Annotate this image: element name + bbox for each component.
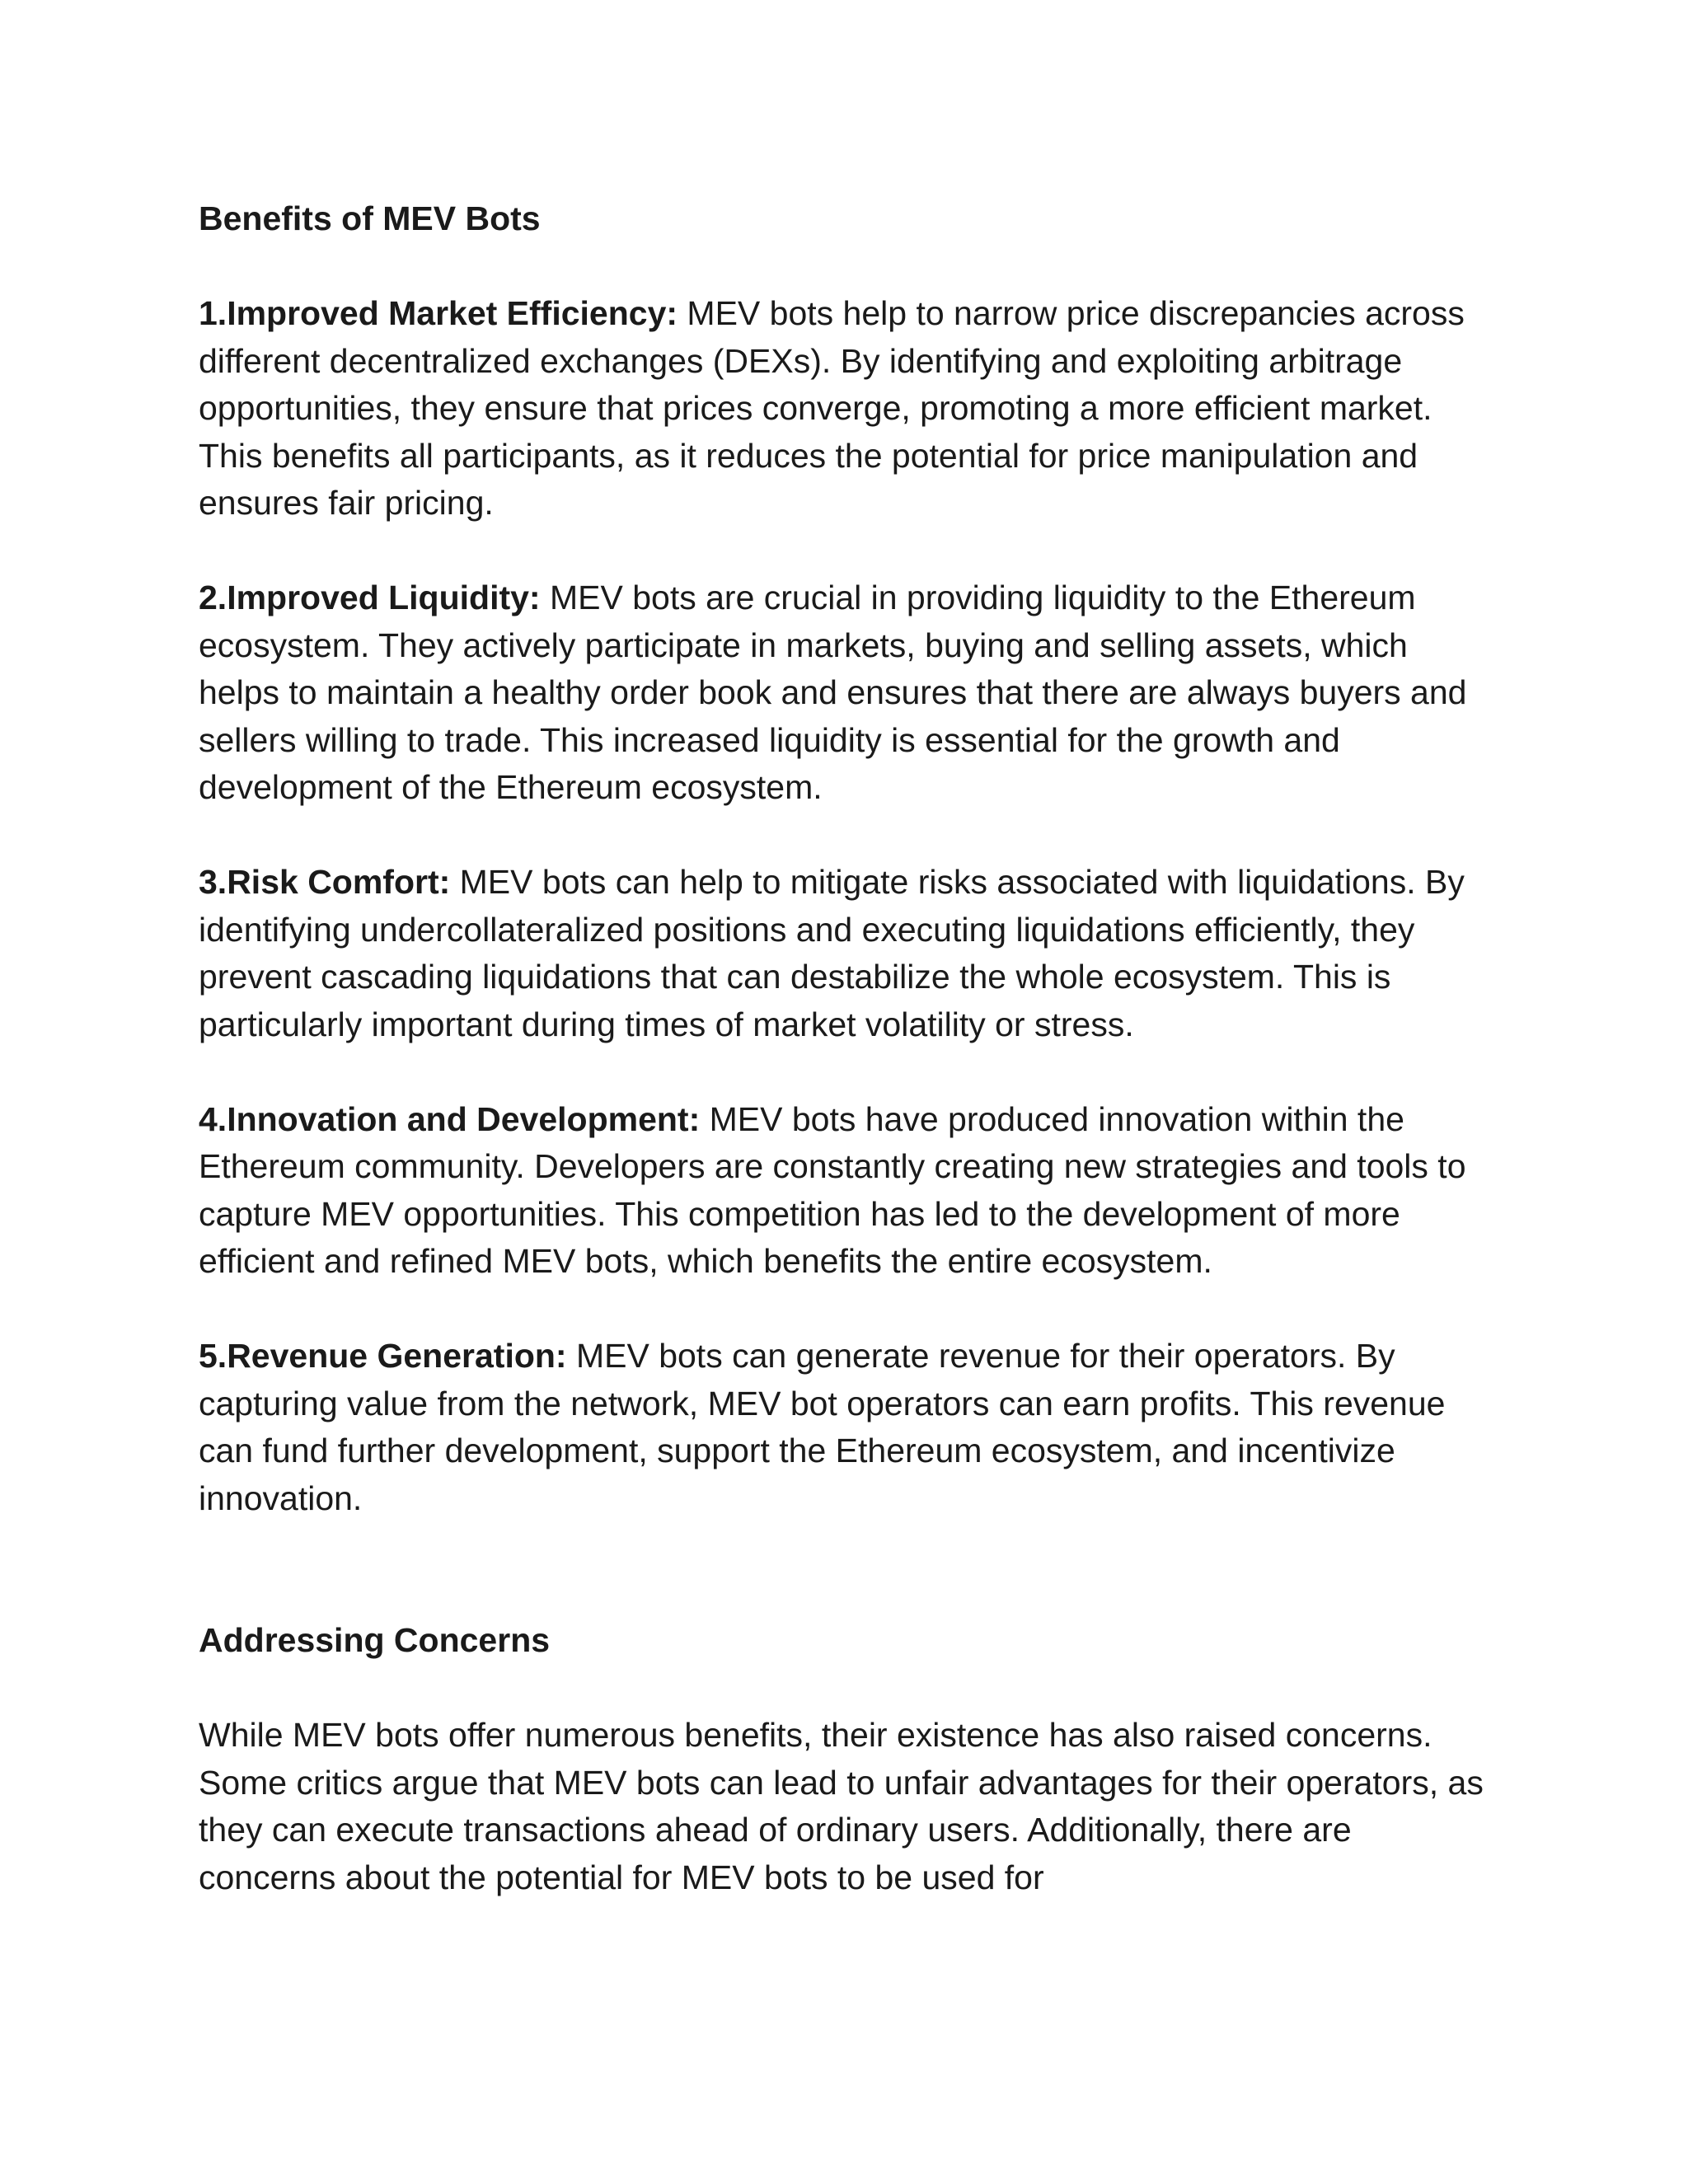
benefit-text-2: MEV bots are crucial in providing liquidity to the Ethereum ecosystem. They actively participate in markets, buying and selling assets, which helps to maintain a healthy order book and ensures that there are always buyers and sellers willing to trade. This increased liquidity is essential for the growth and development of the Ethereum ecosystem. — [199, 579, 1467, 806]
benefit-paragraph-1 — [199, 290, 1484, 527]
spacer — [199, 527, 1484, 575]
spacer — [199, 1522, 1484, 1617]
spacer — [199, 812, 1484, 860]
spacer — [199, 1665, 1484, 1713]
benefit-text-4: MEV bots have produced innovation within the Ethereum community. Developers are constantly creating new strategies and tools to capture MEV opportunities. This competition has led to the development of more efficient and refined MEV bots, which benefits the entire ecosystem. — [199, 1099, 1466, 1280]
benefit-title-5: 5.Revenue Generation: — [199, 1337, 567, 1375]
section-heading-benefits: Benefits of MEV Bots — [199, 199, 541, 237]
benefit-text-1: MEV bots help to narrow price discrepancies across different decentralized exchanges (DEXs). By identifying and exploiting arbitrage opportunities, they ensure that prices converge, promoting a more efficient market. This benefits all participants, as it reduces the potential for price manipulation and ensures fair pricing. — [199, 294, 1465, 522]
spacer — [199, 243, 1484, 291]
benefit-title-4: 4.Innovation and Development: — [199, 1099, 701, 1138]
benefit-title-2: 2.Improved Liquidity: — [199, 579, 541, 616]
concerns-paragraph: While MEV bots offer numerous benefits, their existence has also raised concerns. Some critics argue that MEV bots can lead to unfair advantages for their operators, as they can execute transactions ahead of ordinary users. Additionally, there are concerns about the potential for MEV bots to be used for — [199, 1716, 1484, 1896]
benefit-text-3: MEV bots can help to mitigate risks associated with liquidations. By identifying undercollateralized positions and executing liquidations efficiently, they prevent cascading liquidations that can destabilize the whole ecosystem. This is particularly important during times of market volatility or stress. — [199, 863, 1465, 1043]
benefit-text-5: MEV bots can generate revenue for their operators. By capturing value from the network, MEV bot operators can earn profits. This revenue can fund further development, support the Ethereum ecosystem, and incentivize innovation. — [199, 1337, 1446, 1517]
section-heading-concerns: Addressing Concerns — [199, 1621, 551, 1659]
benefit-title-3: 3.Risk Comfort: — [199, 863, 451, 901]
benefit-title-1: 1.Improved Market Efficiency: — [199, 294, 678, 332]
benefit-paragraph-4 — [199, 1096, 1484, 1286]
document-body — [199, 195, 1484, 1901]
benefit-paragraph-5 — [199, 1333, 1484, 1522]
spacer — [199, 1286, 1484, 1333]
benefit-paragraph-2 — [199, 574, 1484, 812]
benefit-paragraph-3 — [199, 859, 1484, 1048]
spacer — [199, 1048, 1484, 1096]
